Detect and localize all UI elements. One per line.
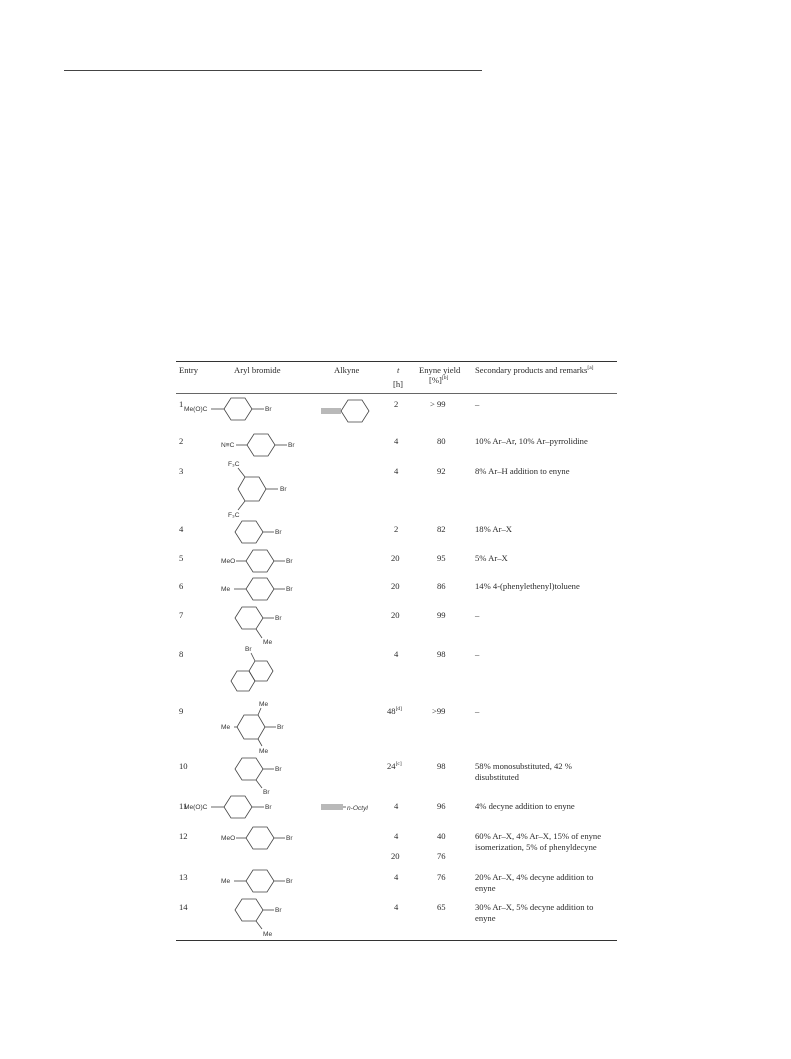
structure-9-me-bottom: Me xyxy=(259,748,269,755)
structure-5-br: Br xyxy=(286,558,293,565)
structure-13-br: Br xyxy=(286,878,293,885)
remark-11: 4% decyne addition to enyne xyxy=(475,801,575,811)
time-8: 4 xyxy=(394,649,399,659)
structure-2-br: Br xyxy=(288,442,295,449)
structure-14 xyxy=(233,897,313,939)
entry-12: 12 xyxy=(179,831,188,841)
structure-3-br: Br xyxy=(280,486,287,493)
time-12: 4 xyxy=(394,831,399,841)
structure-6-substituent: Me xyxy=(221,586,231,593)
remark-8: – xyxy=(475,649,480,659)
entry-3: 3 xyxy=(179,466,184,476)
entry-4: 4 xyxy=(179,524,184,534)
structure-13 xyxy=(221,868,311,896)
structure-12-br: Br xyxy=(286,835,293,842)
time-7: 20 xyxy=(391,610,400,620)
time-4: 2 xyxy=(394,524,399,534)
alkyne-phenylacetylene xyxy=(321,397,383,427)
structure-7-me: Me xyxy=(263,639,273,646)
structure-11-substituent: Me(O)C xyxy=(184,804,208,811)
entry-9: 9 xyxy=(179,706,184,716)
remark-4: 18% Ar–X xyxy=(475,524,512,534)
entry-13: 13 xyxy=(179,872,188,882)
structure-9-br: Br xyxy=(277,724,284,731)
table-bottom-rule xyxy=(176,940,617,941)
structure-8 xyxy=(231,643,301,701)
structure-9-me-top: Me xyxy=(259,701,269,708)
time-11: 4 xyxy=(394,801,399,811)
yield-9: >99 xyxy=(432,706,446,716)
data-table xyxy=(176,361,617,941)
structure-7 xyxy=(233,605,313,647)
structure-14-me: Me xyxy=(263,931,273,938)
entry-8: 8 xyxy=(179,649,184,659)
entry-11: 11 xyxy=(179,801,188,811)
yield-1: > 99 xyxy=(430,399,446,409)
remark-13: 20% Ar–X, 4% decyne addition to enyne xyxy=(475,872,594,893)
remark-10: 58% monosubstituted, 42 % disubstituted xyxy=(475,761,572,782)
yield-2: 80 xyxy=(437,436,446,446)
entry-14: 14 xyxy=(179,902,188,912)
header-yield: Enyne yield xyxy=(419,365,461,375)
structure-9 xyxy=(221,699,311,757)
structure-1 xyxy=(184,395,304,425)
yield-6: 86 xyxy=(437,581,446,591)
remark-6: 14% 4-(phenylethenyl)toluene xyxy=(475,581,580,591)
remark-12: 60% Ar–X, 4% Ar–X, 15% of enyne isomerization, 5% of phenyldecyne xyxy=(475,831,602,852)
remark-2: 10% Ar–Ar, 10% Ar–pyrrolidine xyxy=(475,436,588,446)
structure-4-br: Br xyxy=(275,529,282,536)
yield-13: 76 xyxy=(437,872,446,882)
structure-12-substituent: MeO xyxy=(221,835,236,842)
entry-2: 2 xyxy=(179,436,184,446)
structure-7-br: Br xyxy=(275,615,282,622)
entry-1: 1 xyxy=(179,399,184,409)
structure-10-br2: Br xyxy=(263,789,270,796)
header-entry: Entry xyxy=(179,365,199,375)
structure-3-cf3-top: F₃C xyxy=(228,461,240,468)
yield-4: 82 xyxy=(437,524,446,534)
structure-3-cf3-bottom: F₃C xyxy=(228,512,240,519)
remark-14: 30% Ar–X, 5% decyne addition to enyne xyxy=(475,902,594,923)
structure-2-substituent: N≡C xyxy=(221,442,235,449)
structure-6 xyxy=(221,576,311,604)
structure-5-substituent: MeO xyxy=(221,558,236,565)
remark-3: 8% Ar–H addition to enyne xyxy=(475,466,570,476)
yield-12: 40 xyxy=(437,831,446,841)
structure-10-br1: Br xyxy=(275,766,282,773)
entry-6: 6 xyxy=(179,581,184,591)
structure-3 xyxy=(228,459,308,521)
structure-1-substituent: Me(O)C xyxy=(184,406,208,413)
remark-7: – xyxy=(475,610,480,620)
header-rule xyxy=(176,393,617,394)
yield-7: 99 xyxy=(437,610,446,620)
entry-5: 5 xyxy=(179,553,184,563)
yield-11: 96 xyxy=(437,801,446,811)
entry-7: 7 xyxy=(179,610,184,620)
remark-5: 5% Ar–X xyxy=(475,553,508,563)
yield-10: 98 xyxy=(437,761,446,771)
structure-9-substituent: Me xyxy=(221,724,231,731)
time-6: 20 xyxy=(391,581,400,591)
header-time: t xyxy=(397,365,400,375)
structure-4 xyxy=(233,519,313,547)
structure-5 xyxy=(221,548,311,576)
structure-11-br: Br xyxy=(265,804,272,811)
time-10: 24[c] xyxy=(387,761,402,771)
time-12b: 20 xyxy=(391,851,400,861)
header-yield-unit: [%][b] xyxy=(429,375,449,385)
alkyne-decyne-label: n-Octyl xyxy=(347,805,368,812)
header-time-unit: [h] xyxy=(393,379,404,389)
remark-1: – xyxy=(475,399,480,409)
time-2: 4 xyxy=(394,436,399,446)
time-3: 4 xyxy=(394,466,399,476)
structure-11 xyxy=(184,793,304,823)
yield-8: 98 xyxy=(437,649,446,659)
structure-8-br: Br xyxy=(245,646,252,653)
table-top-rule xyxy=(176,361,617,362)
time-14: 4 xyxy=(394,902,399,912)
header-aryl-bromide: Aryl bromide xyxy=(234,365,281,375)
header-remarks: Secondary products and remarks[a] xyxy=(475,365,594,375)
structure-14-br: Br xyxy=(275,907,282,914)
top-rule xyxy=(64,70,482,71)
time-1: 2 xyxy=(394,399,399,409)
entry-10: 10 xyxy=(179,761,188,771)
structure-12 xyxy=(221,825,311,853)
structure-10 xyxy=(233,756,313,798)
yield-5: 95 xyxy=(437,553,446,563)
structure-6-br: Br xyxy=(286,586,293,593)
remark-9: – xyxy=(475,706,480,716)
structure-2 xyxy=(221,431,311,461)
time-5: 20 xyxy=(391,553,400,563)
structure-1-br: Br xyxy=(265,406,272,413)
yield-12b: 76 xyxy=(437,851,446,861)
yield-14: 65 xyxy=(437,902,446,912)
header-alkyne: Alkyne xyxy=(334,365,360,375)
alkyne-decyne xyxy=(321,799,381,815)
time-13: 4 xyxy=(394,872,399,882)
time-9: 48[d] xyxy=(387,706,403,716)
structure-13-substituent: Me xyxy=(221,878,231,885)
yield-3: 92 xyxy=(437,466,446,476)
